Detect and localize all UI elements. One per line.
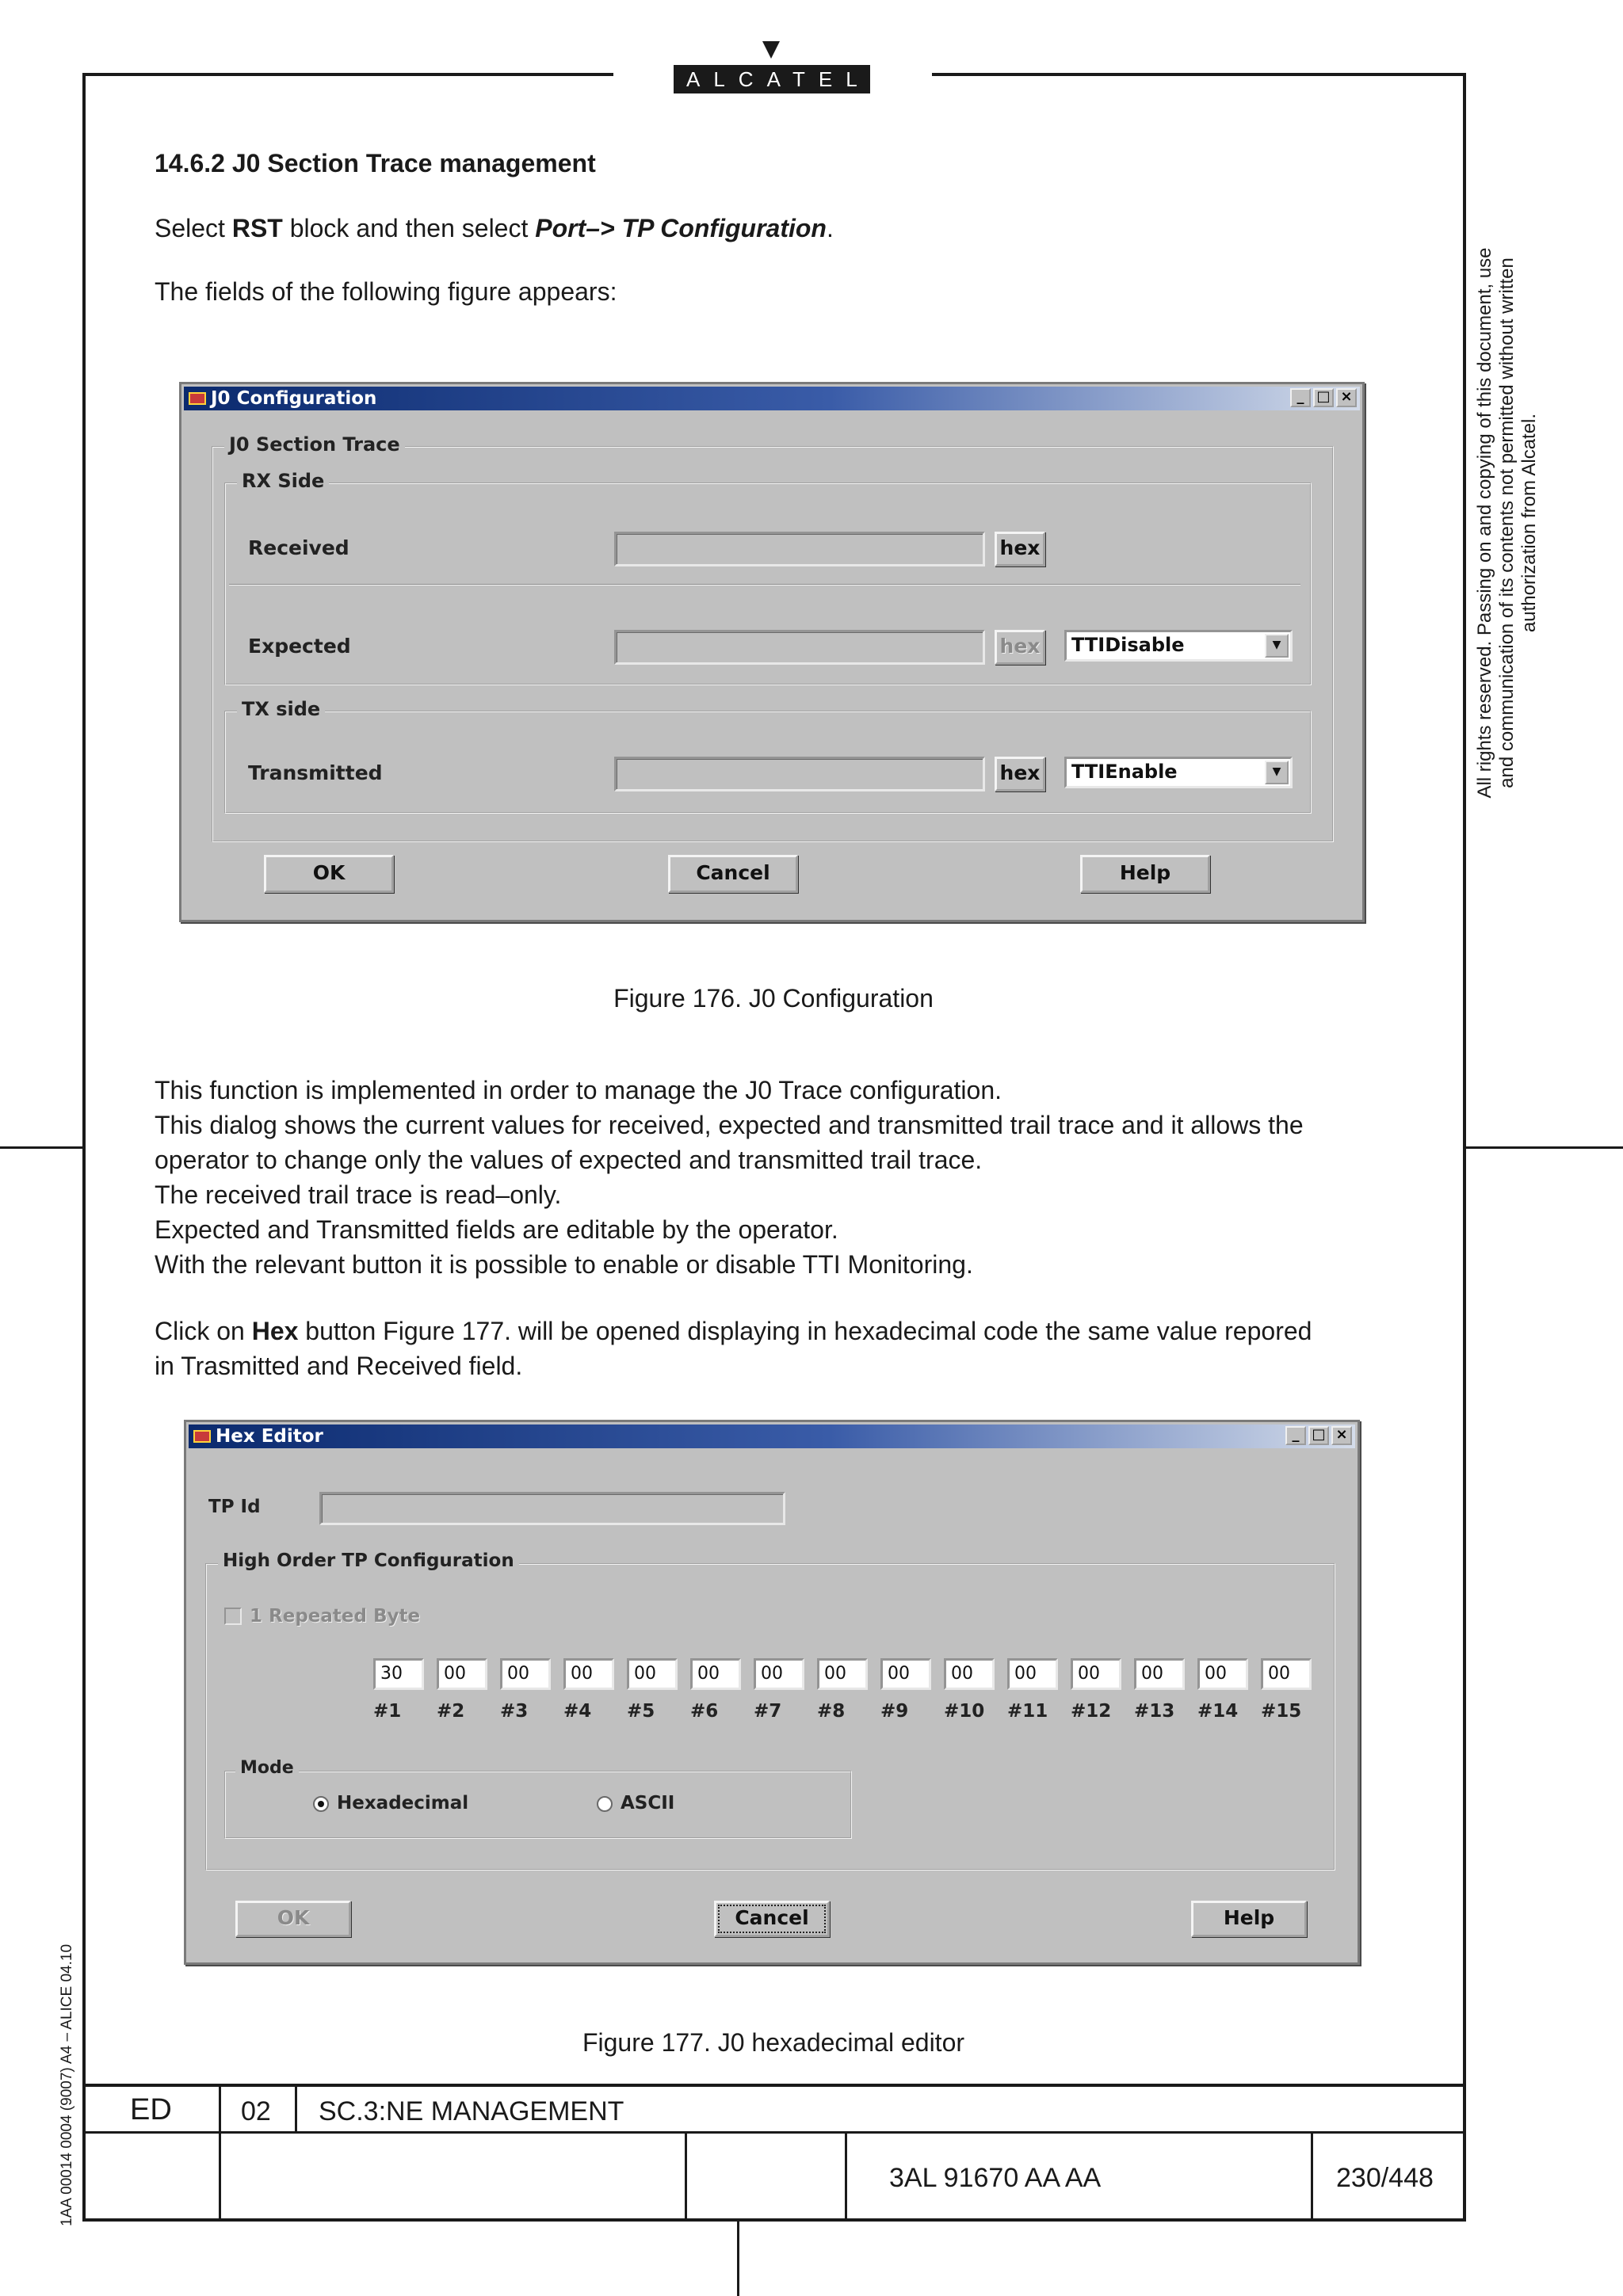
j0-section-trace-legend: J0 Section Trace: [224, 433, 405, 456]
footer-col-2: [295, 2084, 297, 2133]
mode-legend: Mode: [235, 1758, 299, 1778]
footer-col-4: [845, 2131, 847, 2220]
footer-col-1: [219, 2084, 221, 2220]
byte-field-11[interactable]: 00: [1007, 1658, 1058, 1690]
byte-label-14: #14: [1197, 1701, 1239, 1722]
section-heading: 14.6.2 J0 Section Trace management: [155, 149, 596, 177]
dialog-titlebar: [184, 387, 1360, 410]
byte-field-4[interactable]: 00: [563, 1658, 614, 1690]
transmitted-tti-value: TTIEnable: [1071, 761, 1178, 783]
fields-line: The fields of the following figure appears:: [155, 277, 617, 306]
byte-label-13: #13: [1134, 1701, 1175, 1722]
transmitted-field[interactable]: [614, 757, 985, 791]
repeated-byte-checkbox[interactable]: [224, 1608, 242, 1625]
footer-mid: [82, 2131, 1466, 2134]
intro-rst: RST: [231, 214, 283, 242]
transmitted-label: Transmitted: [248, 761, 383, 784]
byte-field-3[interactable]: 00: [500, 1658, 551, 1690]
cancel-button[interactable]: Cancel: [714, 1901, 830, 1937]
help-button[interactable]: Help: [1080, 855, 1210, 893]
byte-label-9: #9: [880, 1701, 909, 1722]
page-number: 230/448: [1336, 2163, 1434, 2193]
margin-mark-left: [0, 1146, 84, 1149]
body-line-1: This function is implemented in order to manage the J0 Trace configuration.: [155, 1076, 1002, 1104]
byte-label-6: #6: [690, 1701, 719, 1722]
footer-top: [82, 2084, 1466, 2087]
byte-field-2[interactable]: 00: [437, 1658, 487, 1690]
intro-mid: block and then select: [282, 214, 536, 242]
received-label: Received: [248, 536, 349, 559]
byte-field-13[interactable]: 00: [1134, 1658, 1185, 1690]
intro-pre: Select: [155, 214, 232, 242]
copyright-note: All rights reserved. Passing on and copying of this document, use and communication of its contents not permitted without written authorization from Alcatel.: [1474, 247, 1540, 799]
ok-button[interactable]: OK: [264, 855, 394, 893]
received-field: [614, 532, 985, 566]
expected-tti-value: TTIDisable: [1071, 634, 1185, 656]
logo-text: ALCATEL: [674, 65, 870, 93]
expected-label: Expected: [248, 635, 351, 658]
chevron-down-icon[interactable]: ▼: [1265, 634, 1289, 658]
byte-field-8[interactable]: 00: [817, 1658, 868, 1690]
click-line-2: in Trasmitted and Received field.: [155, 1352, 523, 1380]
intro-menu-path: Port–> TP Configuration: [535, 214, 827, 242]
frame-top-left: [82, 73, 613, 76]
figure-176-caption: Figure 176. J0 Configuration: [613, 984, 934, 1013]
section-name: SC.3:NE MANAGEMENT: [319, 2096, 624, 2126]
close-icon[interactable]: ×: [1336, 388, 1357, 407]
dialog-titlebar: [189, 1425, 1355, 1448]
ed-label: ED: [130, 2093, 172, 2126]
hexadecimal-radio[interactable]: [313, 1796, 329, 1812]
byte-field-9[interactable]: 00: [880, 1658, 931, 1690]
alcatel-logo: [674, 38, 870, 93]
ascii-radio[interactable]: [597, 1796, 613, 1812]
footer-col-3: [685, 2131, 687, 2220]
footer-tail: [737, 2220, 739, 2296]
expected-hex-button[interactable]: hex: [995, 630, 1045, 665]
byte-field-10[interactable]: 00: [944, 1658, 995, 1690]
high-order-tp-legend: High Order TP Configuration: [218, 1550, 519, 1571]
click-rest: button Figure 177. will be opened displaying in hexadecimal code the same value repored: [298, 1317, 1312, 1345]
body-line-3: operator to change only the values of expected and transmitted trail trace.: [155, 1146, 983, 1174]
body-line-4: The received trail trace is read–only.: [155, 1180, 562, 1209]
maximize-icon[interactable]: □: [1308, 1426, 1329, 1445]
byte-field-7[interactable]: 00: [754, 1658, 804, 1690]
byte-label-3: #3: [500, 1701, 529, 1722]
margin-mark-right: [1465, 1146, 1623, 1149]
logo-triangle-icon: [762, 41, 780, 59]
ascii-label: ASCII: [621, 1793, 675, 1814]
byte-field-15[interactable]: 00: [1261, 1658, 1312, 1690]
byte-field-5[interactable]: 00: [627, 1658, 678, 1690]
byte-field-12[interactable]: 00: [1071, 1658, 1121, 1690]
byte-label-7: #7: [754, 1701, 782, 1722]
byte-label-5: #5: [627, 1701, 655, 1722]
figure-177-caption: Figure 177. J0 hexadecimal editor: [582, 2028, 965, 2057]
byte-label-1: #1: [373, 1701, 402, 1722]
transmitted-tti-select[interactable]: [1064, 757, 1293, 788]
rx-separator: [229, 584, 1300, 585]
maximize-icon[interactable]: □: [1313, 388, 1334, 407]
byte-label-10: #10: [944, 1701, 985, 1722]
tp-id-label: TP Id: [208, 1497, 261, 1517]
expected-tti-select[interactable]: [1064, 630, 1293, 662]
body-line-5: Expected and Transmitted fields are editable by the operator.: [155, 1215, 838, 1244]
byte-field-1[interactable]: 30: [373, 1658, 424, 1690]
frame-top-right: [932, 73, 1466, 76]
byte-label-11: #11: [1007, 1701, 1048, 1722]
byte-label-4: #4: [563, 1701, 592, 1722]
minimize-icon[interactable]: _: [1285, 1426, 1306, 1445]
ed-value: 02: [241, 2096, 271, 2126]
body-line-2: This dialog shows the current values for received, expected and transmitted trail trace and it allows the: [155, 1111, 1304, 1139]
body-line-6: With the relevant button it is possible to enable or disable TTI Monitoring.: [155, 1250, 973, 1279]
java-icon: [193, 1430, 211, 1443]
close-icon[interactable]: ×: [1331, 1426, 1352, 1445]
byte-label-8: #8: [817, 1701, 846, 1722]
byte-label-12: #12: [1071, 1701, 1112, 1722]
ok-button[interactable]: OK: [235, 1901, 351, 1937]
footer-col-5: [1311, 2131, 1313, 2220]
chevron-down-icon[interactable]: ▼: [1265, 761, 1289, 784]
cancel-button[interactable]: Cancel: [668, 855, 798, 893]
repeated-byte-label: 1 Repeated Byte: [250, 1606, 421, 1627]
received-hex-button[interactable]: hex: [995, 532, 1045, 566]
click-line-1: [155, 1314, 1312, 1348]
tp-id-field: [319, 1492, 785, 1525]
document-code: 3AL 91670 AA AA: [889, 2163, 1102, 2193]
byte-field-14[interactable]: 00: [1197, 1658, 1248, 1690]
hex-editor-dialog: [184, 1420, 1360, 1965]
dialog-title: J0 Configuration: [211, 388, 377, 409]
expected-field[interactable]: [614, 630, 985, 665]
dialog-title: Hex Editor: [216, 1426, 323, 1447]
transmitted-hex-button[interactable]: hex: [995, 757, 1045, 791]
form-code: 1AA 00014 0004 (9007) A4 – ALICE 04.10: [59, 1943, 75, 2226]
intro-paragraph: [155, 211, 834, 246]
rx-side-legend: RX Side: [237, 470, 329, 492]
java-icon: [189, 392, 206, 405]
byte-label-15: #15: [1261, 1701, 1302, 1722]
j0-configuration-dialog: [179, 382, 1365, 922]
help-button[interactable]: Help: [1191, 1901, 1307, 1937]
byte-label-2: #2: [437, 1701, 465, 1722]
intro-end: .: [826, 214, 834, 242]
hexadecimal-label: Hexadecimal: [337, 1793, 469, 1814]
byte-field-6[interactable]: 00: [690, 1658, 741, 1690]
tx-side-legend: TX side: [237, 698, 325, 720]
click-hex: Hex: [251, 1317, 299, 1345]
minimize-icon[interactable]: _: [1290, 388, 1311, 407]
click-pre: Click on: [155, 1317, 252, 1345]
footer-bottom: [82, 2218, 1466, 2222]
